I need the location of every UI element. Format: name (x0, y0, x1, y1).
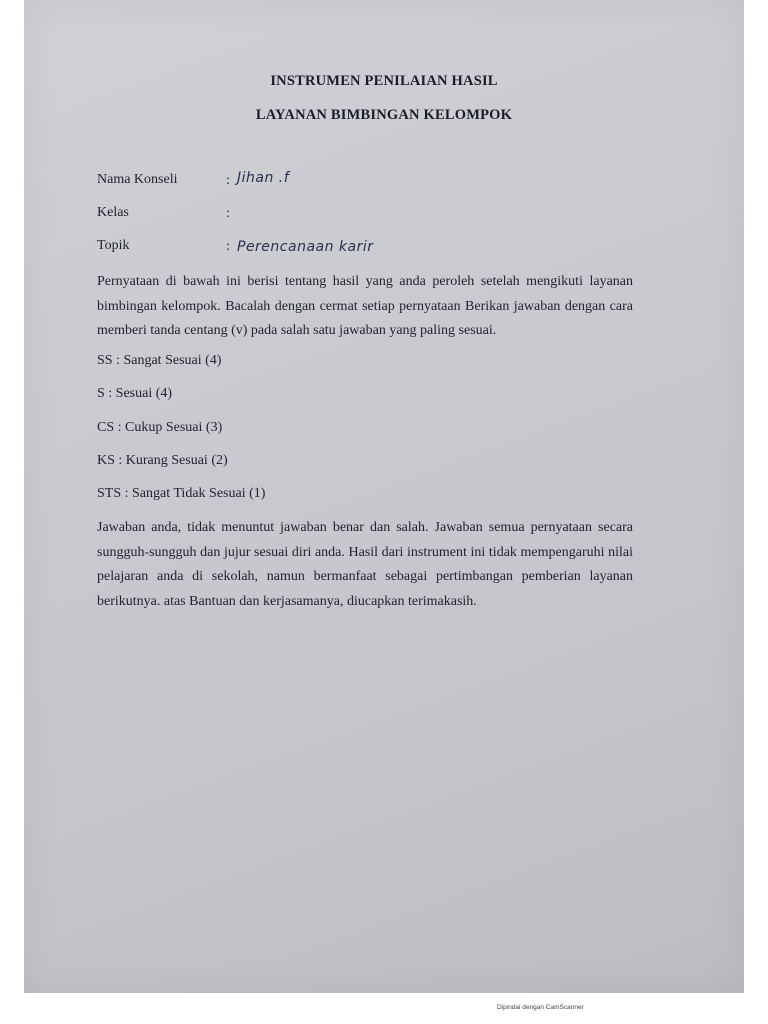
legend-item-ks: KS : Kurang Sesuai (2) (97, 453, 228, 468)
legend-item-cs: CS : Cukup Sesuai (3) (97, 420, 223, 435)
field-label-nama-konseli: Nama Konseli (97, 172, 178, 187)
field-colon: : (226, 239, 230, 254)
handwritten-name-value: Jihan .f (237, 170, 290, 186)
legend-item-ss: SS : Sangat Sesuai (4) (97, 353, 222, 368)
scanner-watermark: Dipindai dengan CamScanner (497, 1004, 584, 1011)
handwritten-topic-value: Perencanaan karir (237, 239, 374, 255)
legend-item-s: S : Sesuai (4) (97, 386, 173, 401)
scanned-page (24, 0, 744, 993)
document-subtitle: LAYANAN BIMBINGAN KELOMPOK (255, 107, 513, 123)
closing-paragraph: Jawaban anda, tidak menuntut jawaban benar dan salah. Jawaban semua pernyataan secara sungguh-sungguh dan jujur sesuai diri anda. Hasil dari instrument ini tidak mempengaruhi nilai pelajaran anda di sekolah, namun bermanfaat sebagai pertimbangan pemberian layanan berikutnya. atas Bantuan dan kerjasamanya, diucapkan terimakasih. (97, 520, 633, 609)
field-colon: : (226, 173, 230, 188)
legend-item-sts: STS : Sangat Tidak Sesuai (1) (97, 486, 266, 501)
field-label-topik: Topik (97, 238, 130, 253)
field-colon: : (226, 206, 230, 221)
field-label-kelas: Kelas (97, 205, 129, 220)
document-title: INSTRUMEN PENILAIAN HASIL (270, 73, 498, 89)
intro-paragraph: Pernyataan di bawah ini berisi tentang hasil yang anda peroleh setelah mengikuti layanan bimbingan kelompok. Bacalah dengan cermat setiap pernyataan Berikan jawaban dengan cara memberi tanda centang (v) pada salah satu jawaban yang paling sesuai. (97, 274, 633, 338)
